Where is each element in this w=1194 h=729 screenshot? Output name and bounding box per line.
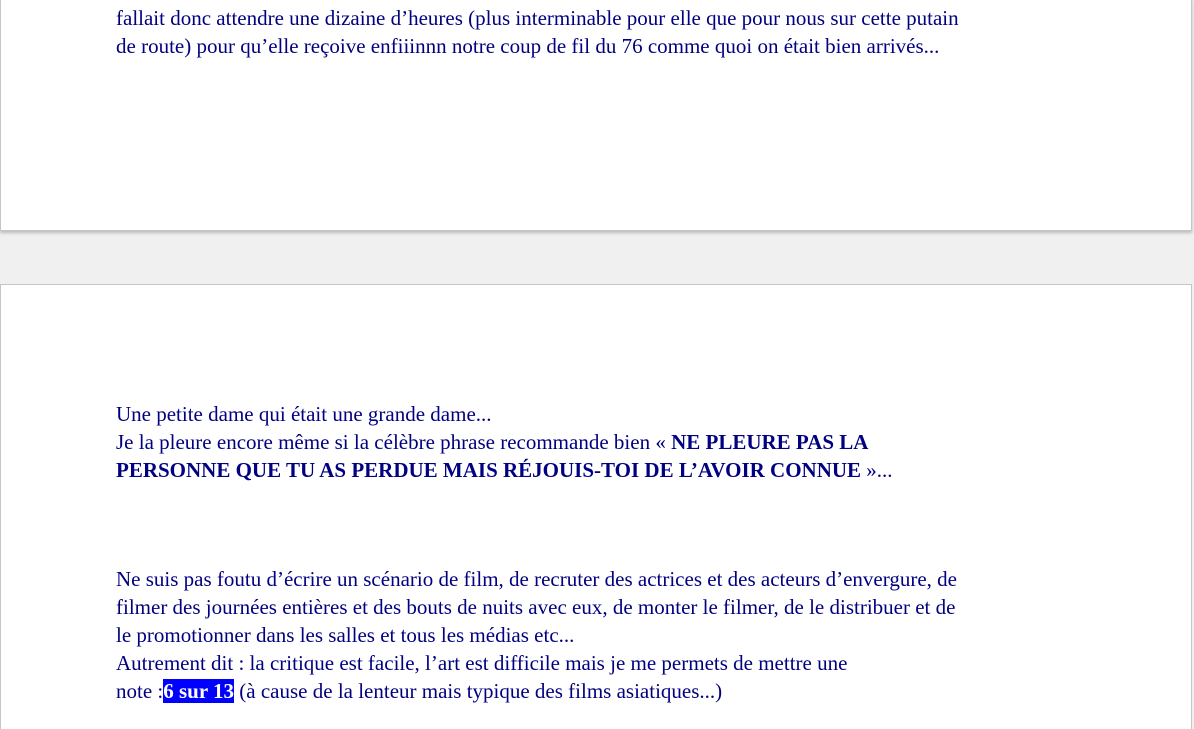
quote-bold-part2: PERSONNE QUE TU AS PERDUE MAIS RÉJOUIS-TOI DE L’AVOIR CONNUE — [116, 458, 862, 482]
document-page-1 — [0, 0, 1192, 231]
quote-intro: Je la pleure encore même si la célèbre phrase recommande bien « — [116, 430, 672, 454]
text-line: Une petite dame qui était une grande dame... — [116, 402, 492, 426]
quote-bold-part1: NE PLEURE PAS LA — [671, 430, 869, 454]
text-line: filmer des journées entières et des bouts de nuits avec eux, de monter le filmer, de le distribuer et de — [116, 595, 956, 619]
rating-explanation: (à cause de la lenteur mais typique des films asiatiques...) — [234, 679, 723, 703]
page1-paragraph[interactable] — [116, 4, 1096, 60]
text-line: Ne suis pas foutu d’écrire un scénario de film, de recruter des actrices et des acteurs d’envergure, de — [116, 567, 957, 591]
text-line: le promotionner dans les salles et tous les médias etc... — [116, 623, 575, 647]
text-line: Autrement dit : la critique est facile, l’art est difficile mais je me permets de mettre une — [116, 651, 848, 675]
quote-outro: »... — [861, 458, 893, 482]
rating-label: note : — [116, 679, 164, 703]
tribute-paragraph[interactable] — [116, 400, 1096, 484]
text-line — [116, 677, 1096, 705]
review-paragraph[interactable] — [116, 565, 1096, 705]
document-page-2 — [0, 284, 1192, 729]
text-line — [116, 456, 1096, 484]
rating-selected-text[interactable]: 6 sur 13 — [163, 679, 235, 703]
text-line: de route) pour qu’elle reçoive enfiiinnn notre coup de fil du 76 comme quoi on était bien arrivés... — [116, 34, 940, 58]
text-line — [116, 428, 1096, 456]
text-line: fallait donc attendre une dizaine d’heures (plus interminable pour elle que pour nous sur cette putain — [116, 6, 959, 30]
